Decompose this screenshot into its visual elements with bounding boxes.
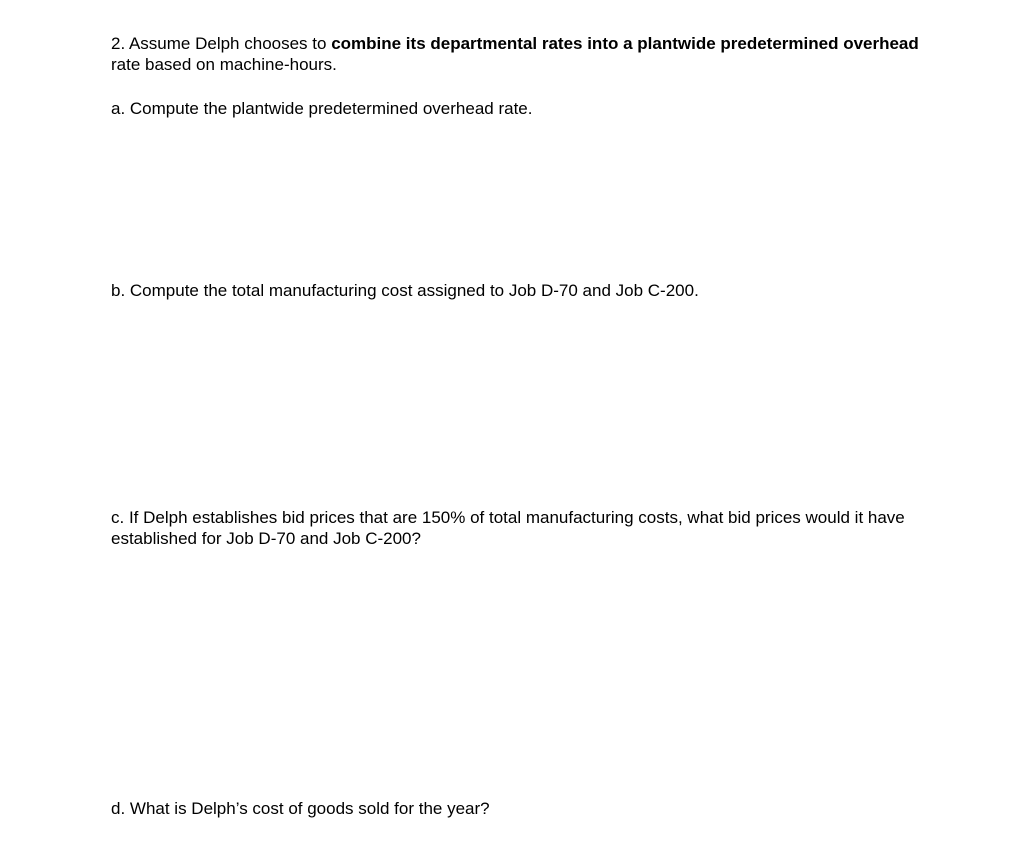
part-b-text: b. Compute the total manufacturing cost assigned to Job D-70 and Job C-200. [111,281,699,300]
question-2-emphasis: combine its departmental rates into a plantwide predetermined overhead [331,34,919,53]
question-2-intro: 2. Assume Delph chooses to [111,34,332,53]
question-2-rest: rate based on machine-hours. [111,55,337,74]
part-d-text: d. What is Delph’s cost of goods sold for the year? [111,799,490,818]
part-a-text: a. Compute the plantwide predetermined overhead rate. [111,99,533,118]
part-c-text: c. If Delph establishes bid prices that are 150% of total manufacturing costs, what bid prices would it have established for Job D-70 and Job C-200? [111,508,905,548]
question-2-text [111,33,931,75]
